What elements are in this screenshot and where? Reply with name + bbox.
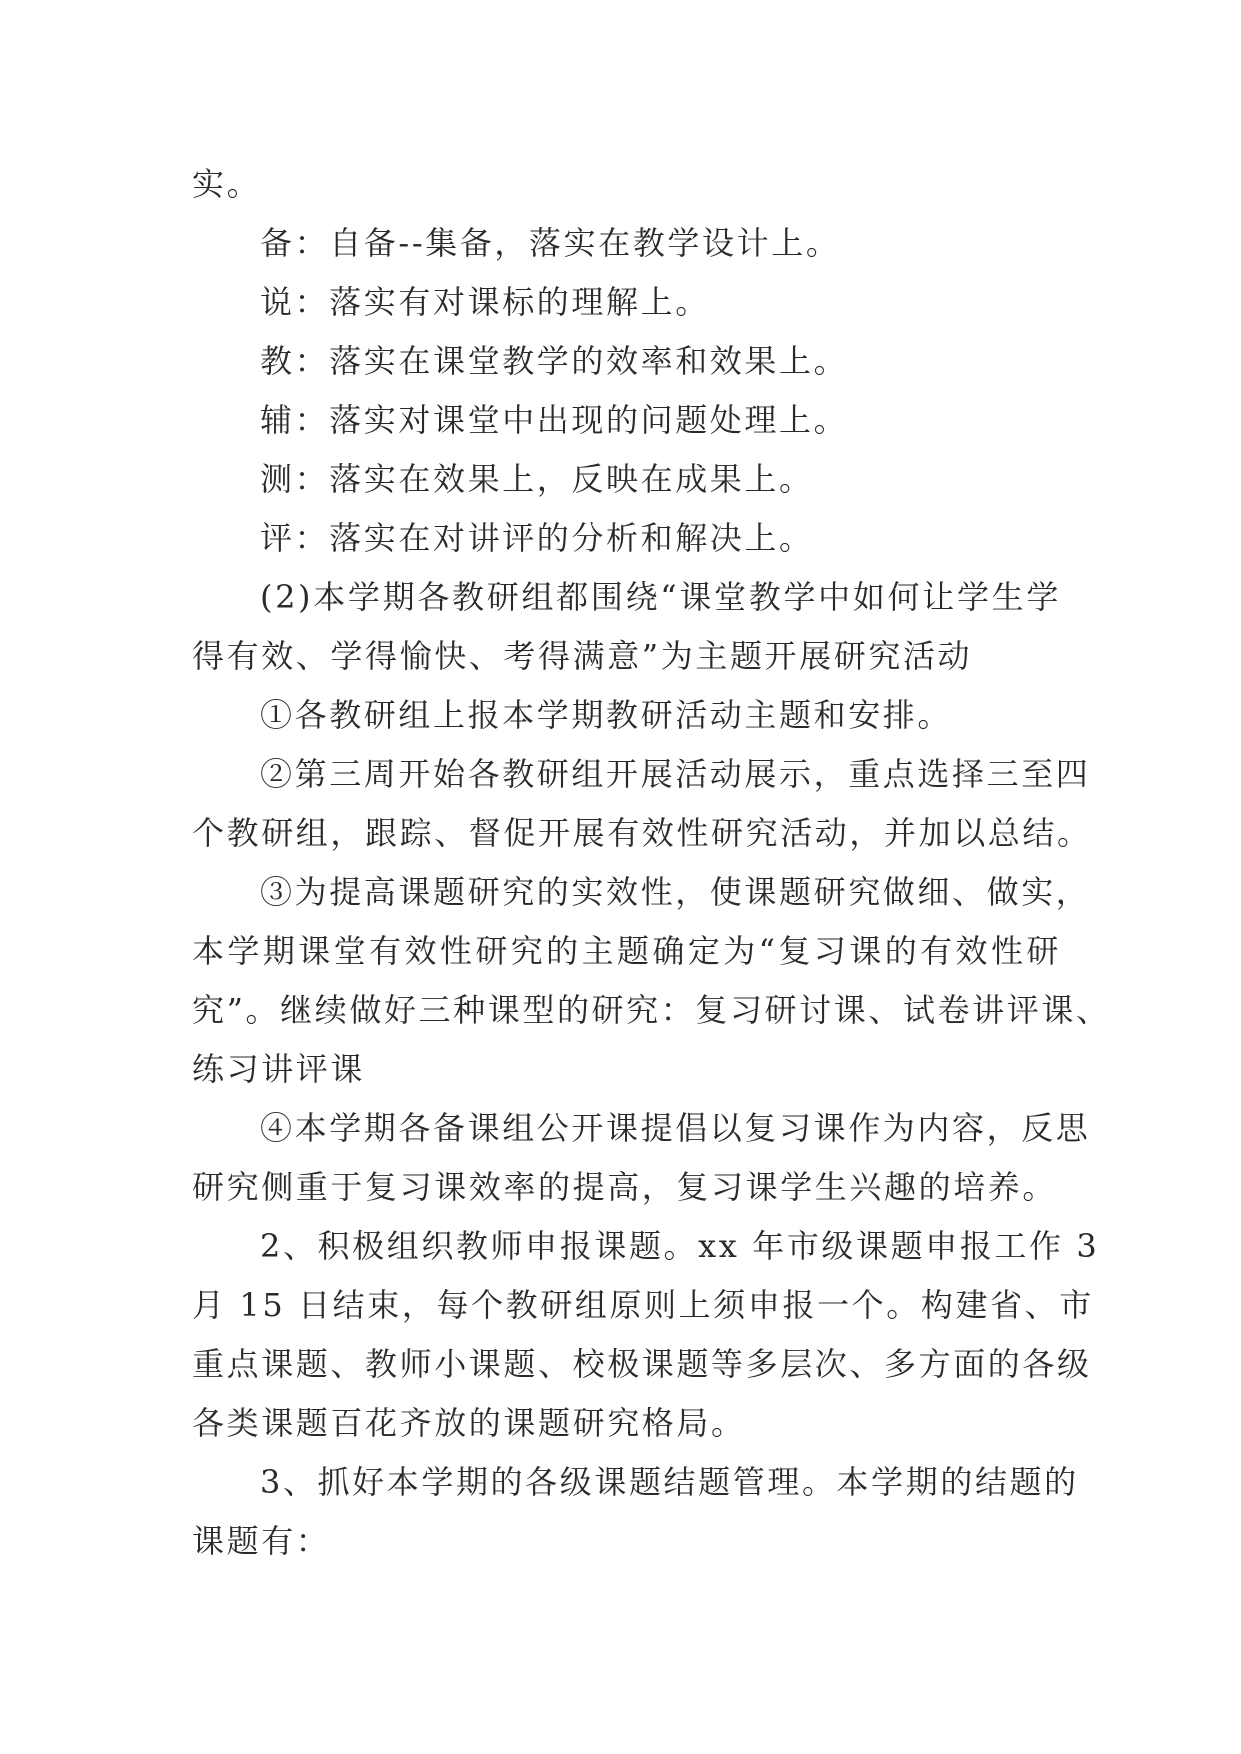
text-line: (2)本学期各教研组都围绕“课堂教学中如何让学生学	[260, 578, 1061, 616]
paragraph	[192, 686, 1061, 745]
text-line: 练习讲评课	[192, 1050, 366, 1088]
text-line: 评：落实在对讲评的分析和解决上。	[260, 519, 814, 557]
text-line: 2、积极组织教师申报课题。xx 年市级课题申报工作 3	[260, 1227, 1100, 1265]
paragraph	[192, 1453, 1079, 1571]
text-line: 3、抓好本学期的各级课题结题管理。本学期的结题的	[260, 1463, 1079, 1501]
paragraph	[192, 509, 1061, 568]
paragraph	[192, 568, 1061, 686]
text-line: 备：自备--集备，落实在教学设计上。	[260, 224, 841, 262]
text-line: 本学期课堂有效性研究的主题确定为“复习课的有效性研	[192, 932, 1061, 970]
text-line: 究”。继续做好三种课型的研究：复习研讨课、试卷讲评课、	[192, 991, 1111, 1029]
paragraph	[192, 273, 1061, 332]
paragraph	[192, 391, 1061, 450]
text-line: 月 15 日结束，每个教研组原则上须申报一个。构建省、市	[192, 1286, 1094, 1324]
text-line: ①各教研组上报本学期教研活动主题和安排。	[260, 696, 953, 734]
text-line: 个教研组，跟踪、督促开展有效性研究活动，并加以总结。	[192, 814, 1092, 852]
paragraph	[192, 1217, 1100, 1453]
text-line: 课题有：	[192, 1522, 331, 1560]
text-line: 说：落实有对课标的理解上。	[260, 283, 710, 321]
document-body	[192, 155, 1111, 1571]
text-line: ③为提高课题研究的实效性，使课题研究做细、做实，	[260, 873, 1091, 911]
text-line: ④本学期各备课组公开课提倡以复习课作为内容，反思	[260, 1109, 1091, 1147]
text-line: 重点课题、教师小课题、校极课题等多层次、多方面的各级	[192, 1345, 1092, 1383]
text-line: 测：落实在效果上，反映在成果上。	[260, 460, 814, 498]
text-line: 教：落实在课堂教学的效率和效果上。	[260, 342, 849, 380]
text-line: ②第三周开始各教研组开展活动展示，重点选择三至四	[260, 755, 1091, 793]
text-line: 实。	[192, 165, 262, 203]
paragraph	[192, 332, 1061, 391]
paragraph	[192, 450, 1061, 509]
paragraph	[192, 745, 1092, 863]
text-line: 辅：落实对课堂中出现的问题处理上。	[260, 401, 849, 439]
text-line: 研究侧重于复习课效率的提高，复习课学生兴趣的培养。	[192, 1168, 1058, 1206]
text-line: 各类课题百花齐放的课题研究格局。	[192, 1404, 746, 1442]
text-line: 得有效、学得愉快、考得满意”为主题开展研究活动	[192, 637, 973, 675]
paragraph	[192, 214, 1061, 273]
paragraph	[192, 863, 1111, 1099]
paragraph	[192, 1099, 1091, 1217]
paragraph	[192, 155, 1061, 214]
